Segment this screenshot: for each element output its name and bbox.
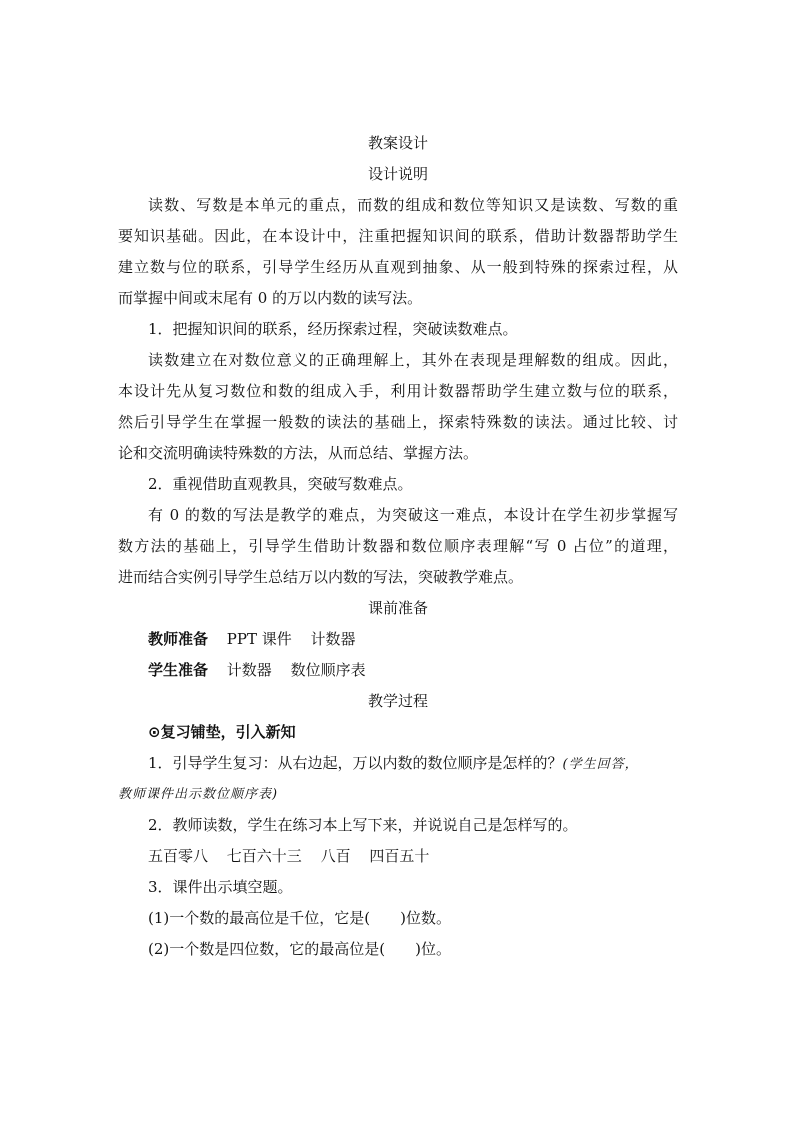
step-title: ⊙复习铺垫，引入新知 [148, 723, 296, 741]
question-1-note-continued: 教师课件出示数位顺序表) [118, 787, 279, 802]
number-item: 五百零八 [148, 847, 209, 865]
section-heading-preparation: 课前准备 [367, 599, 428, 617]
point-heading-1: 1．把握知识间的联系，经历探索过程，突破读数难点。 [148, 320, 518, 338]
number-item: 四百五十 [369, 847, 430, 865]
paragraph-line: 读数建立在对数位意义的正确理解上，其外在表现是理解数的组成。因此， [148, 351, 678, 369]
paragraph-reading [118, 345, 678, 469]
document-body [118, 128, 678, 965]
student-preparation [118, 655, 678, 686]
number-item: 七百六十三 [226, 847, 302, 865]
section-heading-design-notes: 设计说明 [367, 165, 428, 183]
teacher-preparation-label: 教师准备 [148, 630, 209, 648]
teacher-item: PPT 课件 [226, 630, 292, 648]
teacher-preparation [118, 624, 678, 655]
paragraph-writing [118, 500, 678, 593]
fill-blank-1: (1)一个数的最高位是千位，它是( )位数。 [148, 909, 451, 927]
number-list [118, 841, 678, 872]
paragraph-line: 有 0 的数的写法是教学的难点，为突破这一难点，本设计在学生初步掌握写 [148, 506, 678, 524]
question-1 [118, 748, 678, 779]
student-item: 计数器 [226, 661, 272, 679]
paragraph-line: 进而结合实例引导学生总结万以内数的写法，突破教学难点。 [118, 568, 524, 586]
section-heading-process: 教学过程 [367, 692, 428, 710]
paragraph-line: 建立数与位的联系，引导学生经历从直观到抽象、从一般到特殊的探索过程，从 [118, 258, 678, 276]
question-2: 2．教师读数，学生在练习本上写下来，并说说自己是怎样写的。 [148, 816, 578, 834]
teacher-item: 计数器 [310, 630, 356, 648]
paragraph-line: 而掌握中间或末尾有 0 的万以内数的读写法。 [118, 289, 423, 307]
paragraph-line: 本设计先从复习数位和数的组成入手，利用计数器帮助学生建立数与位的联系， [118, 382, 678, 400]
number-item: 八百 [320, 847, 351, 865]
paragraph-line: 读数、写数是本单元的重点，而数的组成和数位等知识又是读数、写数的重 [148, 196, 678, 214]
student-preparation-label: 学生准备 [148, 661, 209, 679]
fill-blank-2: (2)一个数是四位数，它的最高位是( )位。 [148, 940, 451, 958]
paragraph-line: 要知识基础。因此，在本设计中，注重把握知识间的联系，借助计数器帮助学生 [118, 227, 678, 245]
paragraph-line: 然后引导学生在掌握一般数的读法的基础上，探索特殊数的读法。通过比较、讨 [118, 413, 678, 431]
paragraph-line: 数方法的基础上，引导学生借助计数器和数位顺序表理解“写 0 占位”的道理， [118, 537, 678, 555]
question-1-text: 1．引导学生复习：从右边起，万以内数的数位顺序是怎样的？ [148, 754, 563, 772]
document-title: 教案设计 [367, 134, 428, 152]
question-1-note: (学生回答， [562, 757, 639, 772]
paragraph-intro [118, 190, 678, 314]
student-item: 数位顺序表 [290, 661, 366, 679]
point-heading-2: 2．重视借助直观教具，突破写数难点。 [148, 475, 413, 493]
question-3: 3．课件出示填空题。 [148, 878, 293, 896]
paragraph-line: 论和交流明确读特殊数的方法，从而总结、掌握方法。 [118, 444, 479, 462]
